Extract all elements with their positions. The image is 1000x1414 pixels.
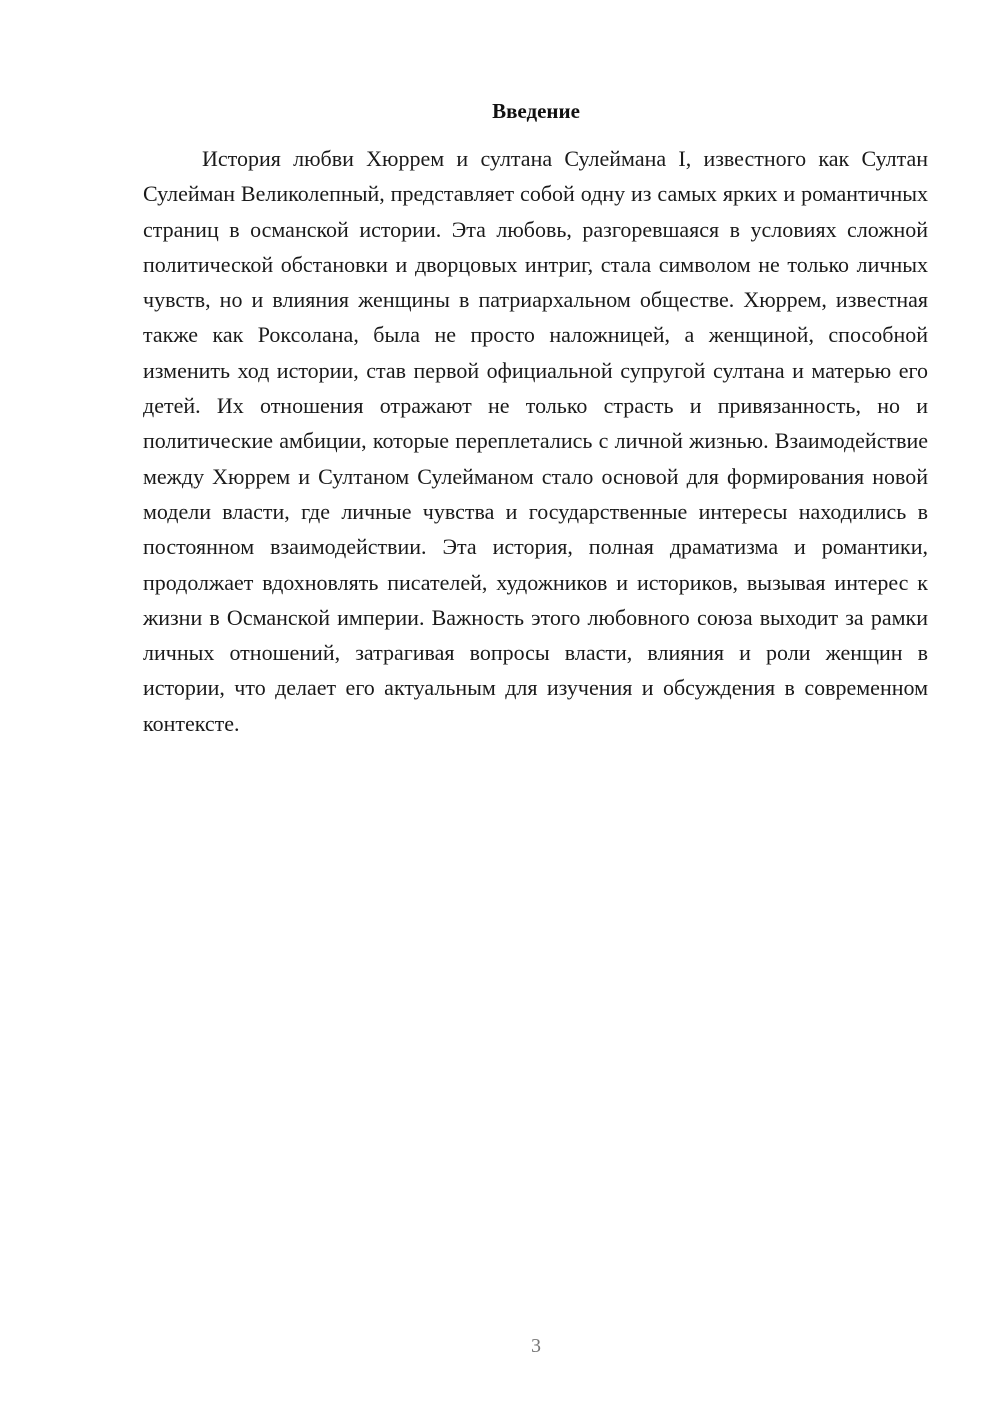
body-paragraph: История любви Хюррем и султана Сулеймана I, известного как Султан Сулейман Великолепный, представляет собой одну из самых ярких и романтичных страниц в османской истории. Эта любовь, разгоревшаяся в условиях сложной политической обстановки и дворцовых интриг, стала символом не только личных чувств, но и влияния женщины в патриархальном обществе. Хюррем, известная также как Роксолана, была не просто наложницей, а женщиной, способной изменить ход истории, став первой официальной супругой султана и матерью его детей. Их отношения отражают не только страсть и привязанность, но и политические амбиции, которые переплетались с личной жизнью. Взаимодействие между Хюррем и Султаном Сулейманом стало основой для формирования новой модели власти, где личные чувства и государственные интересы находились в постоянном взаимодействии. Эта история, полная драматизма и романтики, продолжает вдохновлять писателей, художников и историков, вызывая интерес к жизни в Османской империи. Важность этого любовного союза выходит за рамки личных отношений, затрагивая вопросы власти, влияния и роли женщин в истории, что делает его актуальным для изучения и обсуждения в современном контексте.: [143, 146, 928, 736]
page-number: 3: [531, 1335, 541, 1357]
page-title: Введение: [492, 99, 580, 123]
